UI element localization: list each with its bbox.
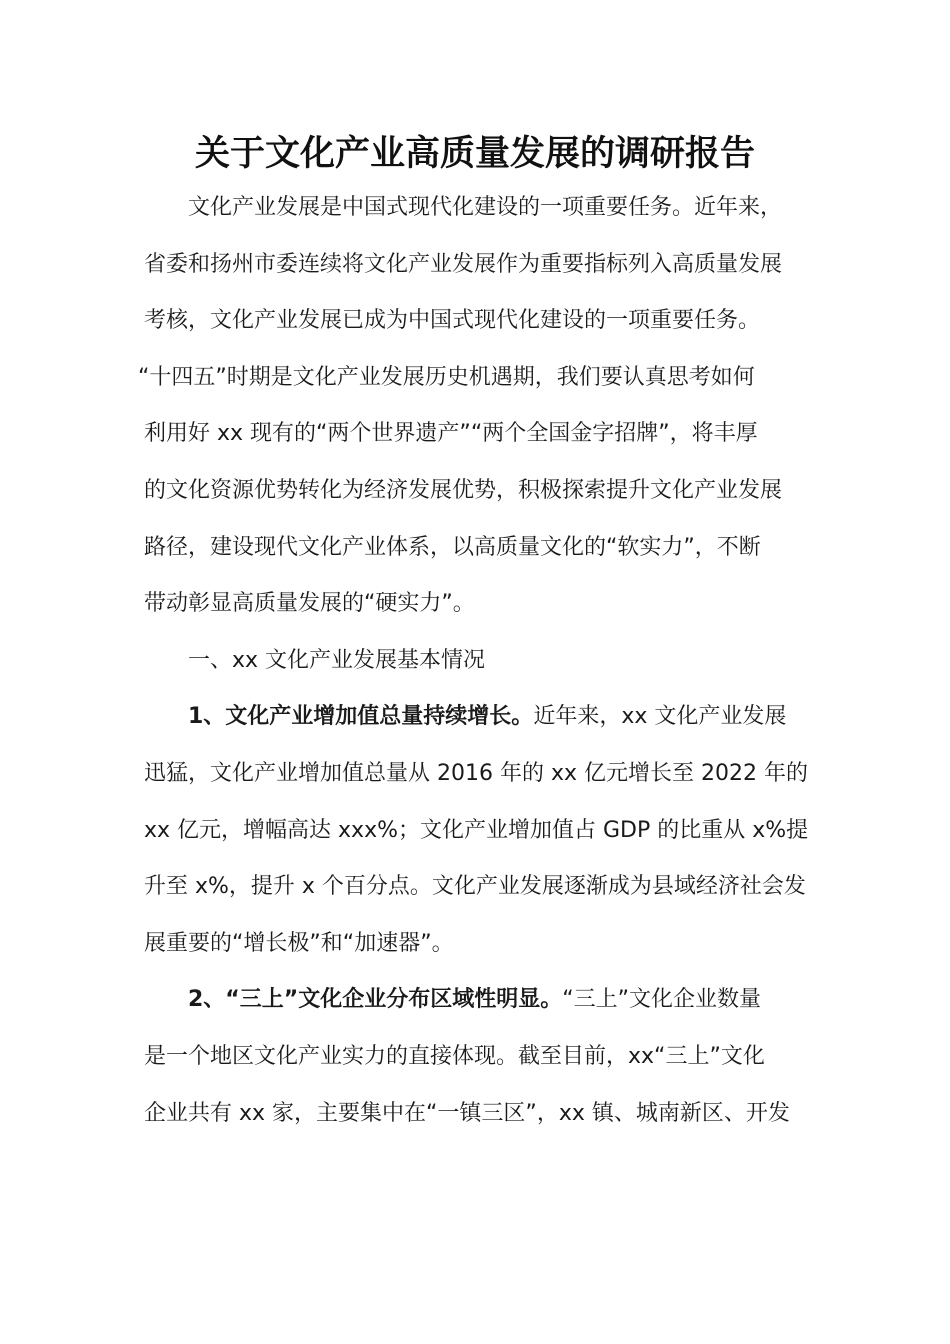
paragraph-line: 文化产业发展是中国式现代化建设的一项重要任务。近年来， — [188, 195, 783, 220]
subsection-first-line — [144, 689, 810, 746]
paragraph-line: 企业共有 xx 家，主要集中在“一镇三区”，xx 镇、城南新区、开发 — [144, 1100, 790, 1126]
subsection-text: “三上”文化企业数量 — [562, 987, 762, 1013]
paragraph-line: 的文化资源优势转化为经济发展优势，积极探索提升文化产业发展 — [144, 477, 783, 503]
paragraph-line: 是一个地区文化产业实力的直接体现。截至目前，xx“三上”文化 — [144, 1043, 765, 1069]
paragraph-line: 带动彰显高质量发展的“硬实力”。 — [144, 591, 475, 617]
section-heading: 一、xx 文化产业发展基本情况 — [188, 647, 486, 673]
paragraph-line: 升至 x%，提升 x 个百分点。文化产业发展逐渐成为县域经济社会发 — [144, 874, 806, 900]
subsection-heading: 1、文化产业增加值总量持续增长。 — [188, 704, 534, 730]
paragraph-line: 路径，建设现代文化产业体系，以高质量文化的“软实力”，不断 — [144, 534, 761, 560]
paragraph-line: 展重要的“增长极”和“加速器”。 — [144, 930, 454, 956]
paragraph-line: “十四五”时期是文化产业发展历史机遇期，我们要认真思考如何 — [138, 364, 755, 390]
document-title: 关于文化产业高质量发展的调研报告 — [194, 134, 755, 174]
paragraph-line: 省委和扬州市委连续将文化产业发展作为重要指标列入高质量发展 — [144, 251, 783, 277]
paragraph-line: 迅猛，文化产业增加值总量从 2016 年的 xx 亿元增长至 2022 年的 — [144, 760, 808, 786]
paragraph-line: 考核，文化产业发展已成为中国式现代化建设的一项重要任务。 — [144, 308, 761, 334]
subsection-heading: 2、“三上”文化企业分布区域性明显。 — [188, 987, 563, 1013]
paragraph-line: xx 亿元，增幅高达 xxx%；文化产业增加值占 GDP 的比重从 x%提 — [144, 817, 809, 843]
subsection-text: 近年来，xx 文化产业发展 — [533, 704, 787, 730]
document-body — [138, 180, 810, 1142]
paragraph-line: 利用好 xx 现有的“两个世界遗产”“两个全国金字招牌”，将丰厚 — [144, 421, 758, 447]
subsection-first-line — [144, 972, 810, 1029]
